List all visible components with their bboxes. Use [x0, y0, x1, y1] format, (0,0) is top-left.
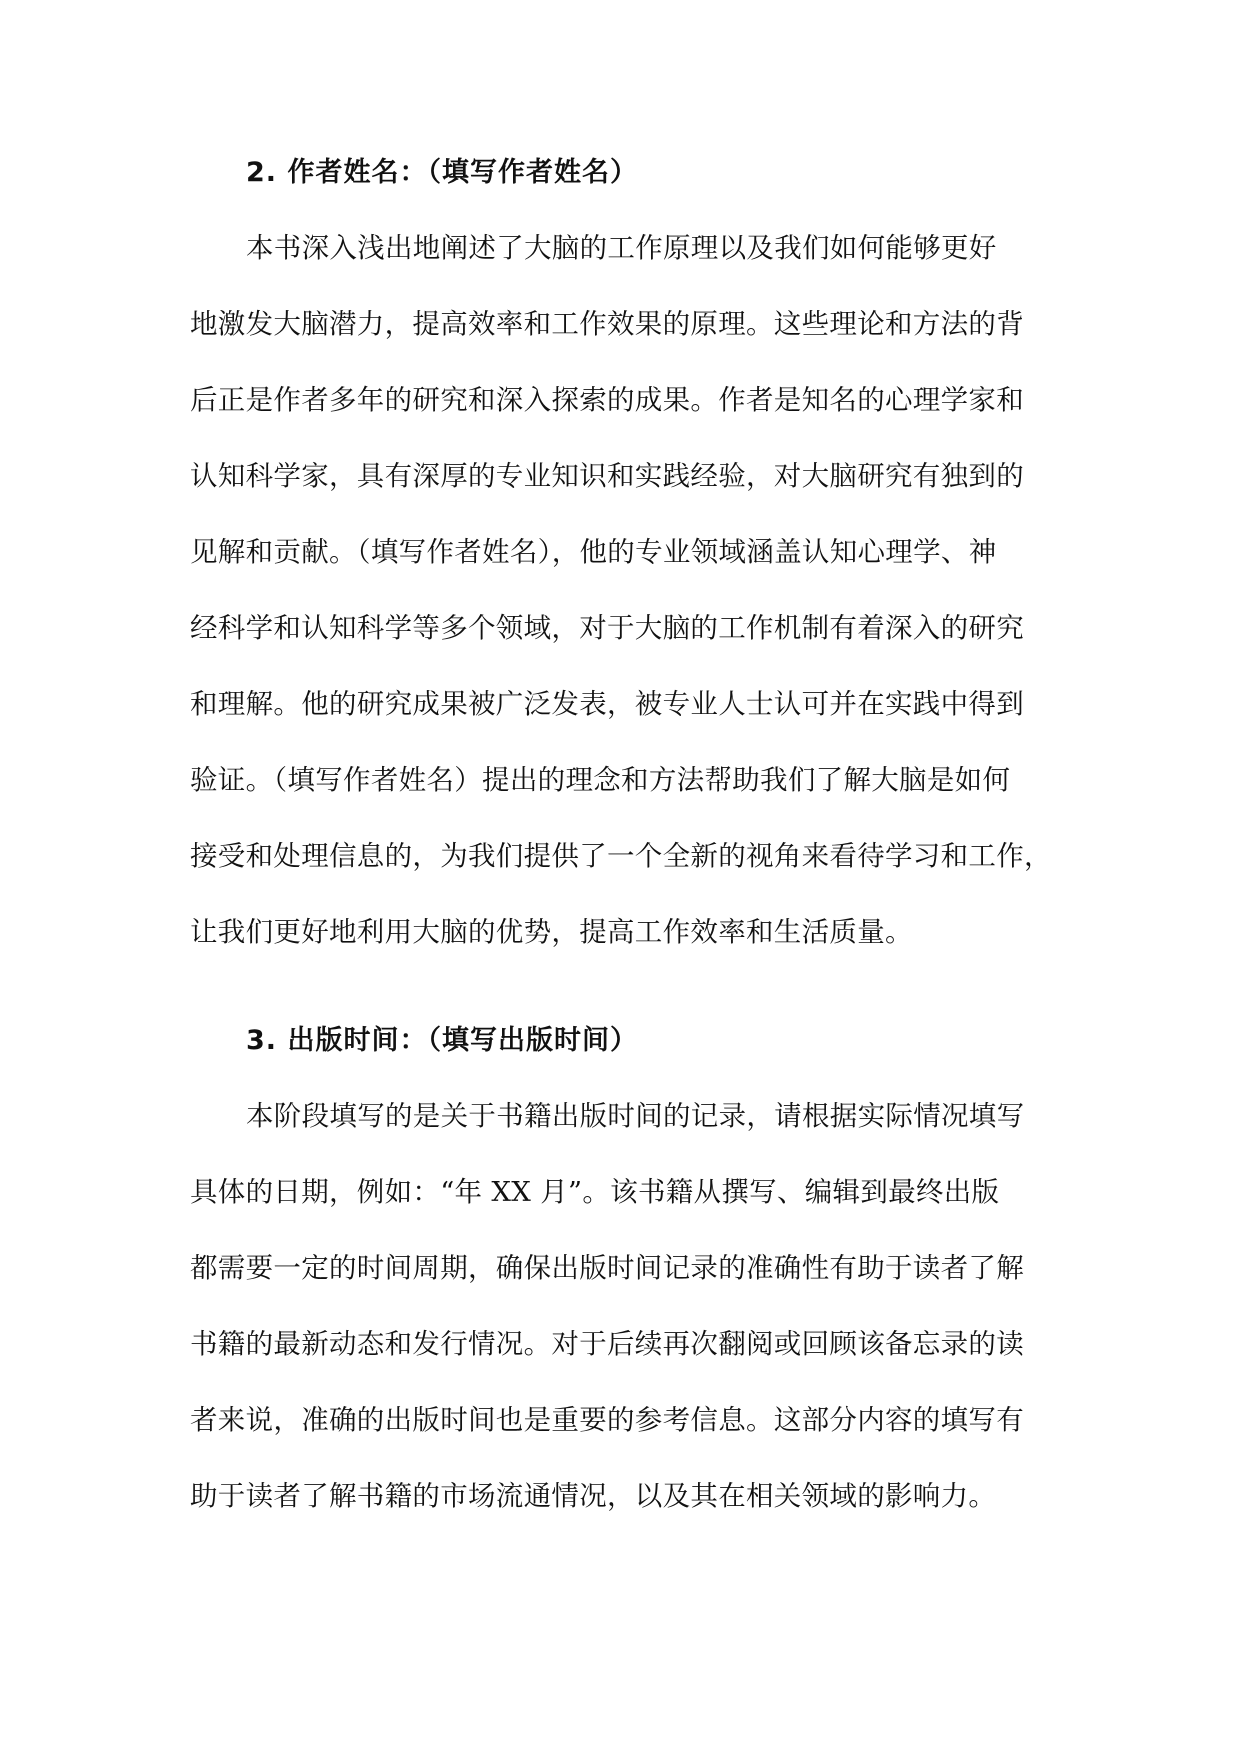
paragraph-line: 者来说，准确的出版时间也是重要的参考信息。这部分内容的填写有	[190, 1404, 1024, 1436]
paragraph-line: 认知科学家，具有深厚的专业知识和实践经验，对大脑研究有独到的	[190, 460, 1024, 492]
paragraph-line: 书籍的最新动态和发行情况。对于后续再次翻阅或回顾该备忘录的读	[190, 1328, 1024, 1360]
paragraph-line: 都需要一定的时间周期，确保出版时间记录的准确性有助于读者了解	[190, 1252, 1024, 1284]
paragraph-line: 和理解。他的研究成果被广泛发表，被专业人士认可并在实践中得到	[190, 688, 1024, 720]
section-heading-publish-date: 3. 出版时间：（填写出版时间）	[246, 1025, 638, 1056]
paragraph-line: 见解和贡献。（填写作者姓名），他的专业领域涵盖认知心理学、神	[190, 536, 997, 568]
paragraph-line: 经科学和认知科学等多个领域，对于大脑的工作机制有着深入的研究	[190, 612, 1024, 644]
paragraph-line: 接受和处理信息的，为我们提供了一个全新的视角来看待学习和工作，	[190, 840, 1052, 872]
paragraph-line: 本书深入浅出地阐述了大脑的工作原理以及我们如何能够更好	[246, 232, 997, 264]
paragraph-line: 后正是作者多年的研究和深入探索的成果。作者是知名的心理学家和	[190, 384, 1024, 416]
paragraph-line: 具体的日期，例如：“年 XX 月”。该书籍从撰写、编辑到最终出版	[190, 1176, 1000, 1208]
paragraph-line: 让我们更好地利用大脑的优势，提高工作效率和生活质量。	[190, 916, 913, 948]
paragraph-line: 地激发大脑潜力，提高效率和工作效果的原理。这些理论和方法的背	[190, 308, 1024, 340]
section-heading-author: 2. 作者姓名：（填写作者姓名）	[246, 157, 638, 188]
paragraph-line: 本阶段填写的是关于书籍出版时间的记录，请根据实际情况填写	[246, 1100, 1025, 1132]
paragraph-line: 验证。（填写作者姓名）提出的理念和方法帮助我们了解大脑是如何	[190, 764, 1011, 796]
paragraph-line: 助于读者了解书籍的市场流通情况，以及其在相关领域的影响力。	[190, 1480, 997, 1512]
